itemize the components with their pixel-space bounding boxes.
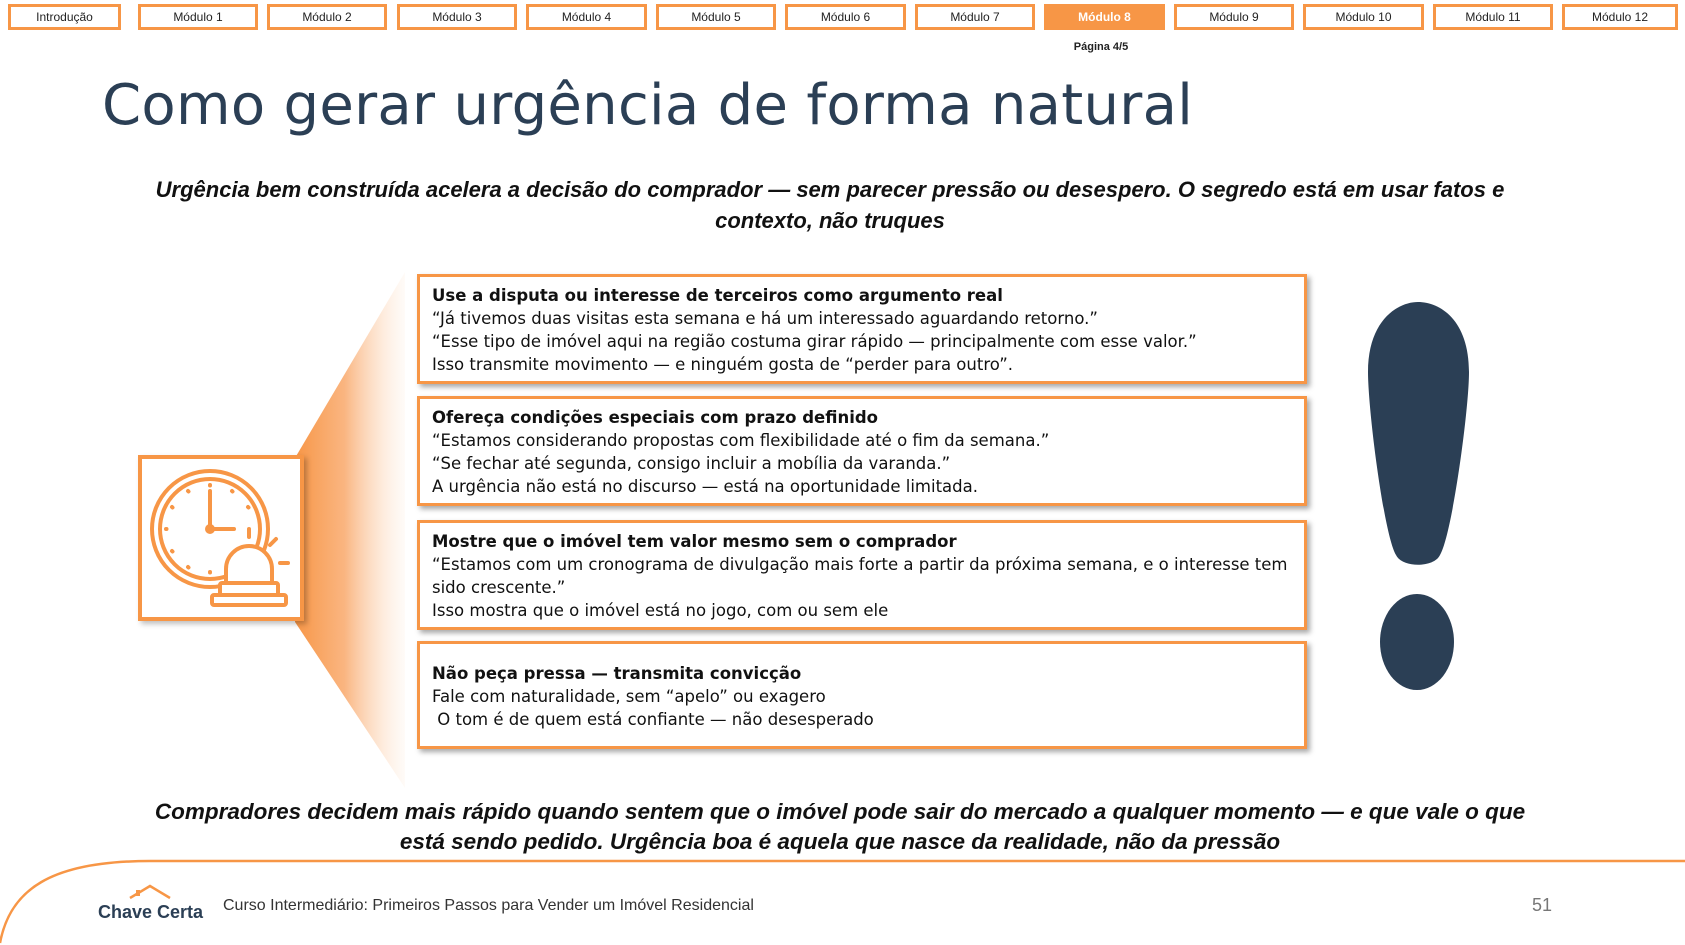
course-title: Curso Intermediário: Primeiros Passos para Vender um Imóvel Residencial [223, 897, 754, 914]
nav-modulo-11[interactable]: Módulo 11 [1433, 4, 1553, 30]
tip-card-2 [417, 396, 1307, 506]
tip-card-2-title: Ofereça condições especiais com prazo definido [432, 408, 878, 427]
tip-card-1-line-1: “Já tivemos duas visitas esta semana e há um interessado aguardando retorno.” [432, 309, 1098, 328]
tip-card-2-line-3: A urgência não está no discurso — está na oportunidade limitada. [432, 477, 978, 496]
nav-modulo-2[interactable]: Módulo 2 [267, 4, 387, 30]
page-number: 51 [1532, 895, 1553, 915]
nav-modulo-5[interactable]: Módulo 5 [656, 4, 776, 30]
tip-card-3-line-2: Isso mostra que o imóvel está no jogo, com ou sem ele [432, 601, 889, 620]
tip-card-1-line-3: Isso transmite movimento — e ninguém gosta de “perder para outro”. [432, 355, 1014, 374]
brand-name: Chave Certa [98, 902, 204, 922]
tip-card-1 [417, 274, 1307, 384]
tip-card-3 [417, 520, 1307, 630]
nav-modulo-6[interactable]: Módulo 6 [785, 4, 906, 30]
tip-card-2-line-1: “Estamos considerando propostas com flexibilidade até o fim da semana.” [432, 431, 1050, 450]
slide-title: Como gerar urgência de forma natural [102, 73, 1194, 138]
tip-card-4-title: Não peça pressa — transmita convicção [432, 664, 802, 683]
conclusion-text: Compradores decidem mais rápido quando sentem que o imóvel pode sair do mercado a qualquer momento — e que vale o que está sendo pedido. Urgência boa é aquela que nasce da realidade, não da pressão [154, 799, 1526, 854]
slide-subtitle: Urgência bem construída acelera a decisão do comprador — sem parecer pressão ou desespero. O segredo está em usar fatos e contexto, não truques [155, 177, 1505, 233]
icon-card [138, 455, 304, 621]
nav-introducao[interactable]: Introdução [8, 4, 121, 30]
brand-logo [98, 880, 218, 930]
nav-modulo-12[interactable]: Módulo 12 [1562, 4, 1678, 30]
nav-modulo-8[interactable]: Módulo 8 [1044, 4, 1165, 30]
tip-card-4-line-1: Fale com naturalidade, sem “apelo” ou exagero [432, 687, 826, 706]
nav-modulo-10[interactable]: Módulo 10 [1303, 4, 1424, 30]
nav-modulo-3[interactable]: Módulo 3 [397, 4, 517, 30]
exclamation-icon [1360, 300, 1480, 695]
tip-card-4 [417, 641, 1307, 749]
house-roof-icon [128, 882, 188, 904]
tip-card-1-line-2: “Esse tipo de imóvel aqui na região costuma girar rápido — principalmente com esse valor.” [432, 332, 1197, 351]
nav-modulo-9[interactable]: Módulo 9 [1174, 4, 1294, 30]
tip-card-1-title: Use a disputa ou interesse de terceiros como argumento real [432, 286, 1003, 305]
tip-card-3-title: Mostre que o imóvel tem valor mesmo sem o comprador [432, 532, 957, 551]
clock-alarm-icon [142, 459, 300, 617]
tip-card-4-line-2: O tom é de quem está confiante — não desesperado [432, 710, 874, 729]
nav-modulo-1[interactable]: Módulo 1 [138, 4, 258, 30]
page-indicator: Página 4/5 [1073, 41, 1129, 53]
tip-card-3-line-1: “Estamos com um cronograma de divulgação mais forte a partir da próxima semana, e o interesse tem sido crescente.” [432, 555, 1288, 597]
tip-card-2-line-2: “Se fechar até segunda, consigo incluir a mobília da varanda.” [432, 454, 951, 473]
nav-modulo-4[interactable]: Módulo 4 [526, 4, 647, 30]
nav-modulo-7[interactable]: Módulo 7 [915, 4, 1035, 30]
